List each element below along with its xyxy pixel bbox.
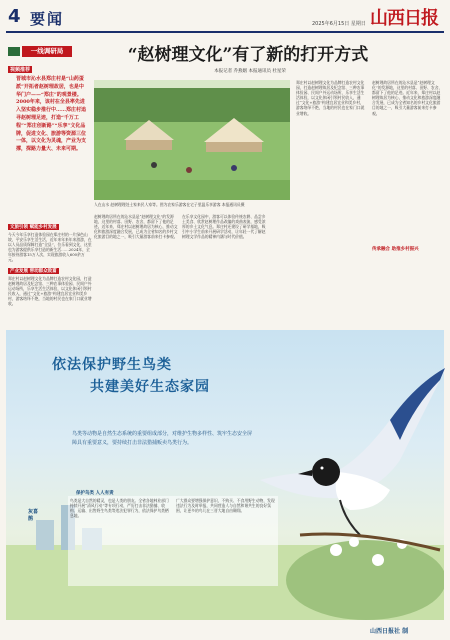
eco-body-2: 广大群众要增强保护意识，不购买、不食用野生动物，发现违法行为及时举报，共同营造人与自然和谐共生的良好氛围，让更多的鸟儿在三晋大地自由翱翔。: [176, 498, 275, 514]
feature-photo: [94, 80, 290, 200]
eco-author: 灰喜鹊: [28, 509, 39, 522]
issue-date: 2025年6月15日 星期日: [312, 21, 366, 27]
photo-caption: 人在山水 赵树理理处土家来民人家等。图为农家乐游客在宅子里温乐享游客 本报通讯员摄: [94, 202, 245, 207]
body-col-2: 赵树理故居所在的沁水县是“赵树理文化”的发源地，这里的村落、田野、农舍，都留下了他的足迹。近年来，郑庄村以赵树理故居为核心，推动文化和旅游深度融合发展，已成为全省知名的乡村文化旅游目的地之一，吸引大量游客前来打卡参观。: [94, 214, 178, 240]
section-title: 要闻: [30, 10, 65, 28]
eco-title-1: 依法保护野生鸟类: [52, 357, 172, 373]
subhead-2: 产业发展 带动群众致富: [10, 269, 57, 274]
body-col-1b: 郑庄村以赵树理文化为品牌打造农村文化园，打造赵树理故居及纪念馆、三种农事体验园、民间户外运动场所，乐享生活生活体验，以文化休闲引领村民收入，通过“文化+旅游”构建宜居宜业和美乡村，游客络绎不绝，当地的村民也在家门口就业增收。: [8, 276, 92, 307]
eco-body-1: 鸟类是大自然的精灵，也是人类的朋友。全省各地林业部门持续开展“清风行动”等专项行动，严厉打击非法猎捕、收购、运输、出售野生鸟类等违法犯罪行为，依法保护鸟类栖息地。: [70, 498, 169, 519]
byline: 本报记者 乔燕姻 本报通讯员 杜星荣: [214, 69, 286, 74]
page-number: 4: [8, 6, 21, 27]
section-tag: 视频推荐: [10, 67, 31, 73]
subhead-3: 传承融合 助推乡村振兴: [372, 247, 419, 252]
column-tag: 一线调研局: [22, 46, 72, 57]
headline: “赵树理文化”有了新的打开方式: [127, 45, 369, 65]
eco-subheading: 保护鸟类 人人有责: [76, 491, 114, 496]
poster-footer: 山西日报社 制: [370, 628, 409, 635]
body-col-4: 郑庄村以赵树理文化为品牌打造农村文化园，打造赵树理故居及纪念馆、三种农事体验园、民间户外运动场所，乐享生活生活体验，以文化休闲引领村民收入，通过“文化+旅游”构建宜居宜业和美乡村，游客络绎不绝，当地的村民也在家门口就业增收。: [296, 80, 365, 116]
body-col-1: 今天今年乐享打造体验园在郑庄村的一片绿色山坡，平安乐享生活生活，近年来年来年来游游，在以人员品质保障打造“全县”，位乐看到文化，这里也为游客提供乐享打造的新生活……2024年，全年接待游客15万人次，实现旅游收入600余万元。: [8, 232, 92, 263]
column-tag-icon: [8, 47, 20, 56]
eco-description: 鸟类等动物是自然生态系统的重要组成部分，对维护生物多样性、筑牢生态安全屏障具有重要意义，要持续打击非法猎捕贩卖鸟类行为。: [72, 431, 253, 446]
lead-paragraph: 晋城市沁水县郑庄村是“山药蛋派”开拓者赵树理故居，也是中华门户——“郑庄”的观景楼。2000年来，该村在全县率先进入坚实稳步推行中……郑庄村追寻赵树理足迹，打造“千万工程”“郑庄创新路”“乐享”文化品牌，促进文化、旅游等资源三位一体，以文化为灵魂，产业为支撑，探路力量大、未来可期。: [16, 76, 87, 153]
body-col-3: 在乐享文化园中，游客可以体验传统农耕、品尝乡土美食、欣赏赵树理作品改编的戏曲表演，感受浓厚的乡土文化气息。郑庄村还建设了研学基地，吸引中小学生前来开展研学活动，让年轻一代了解赵树理文学作品的精神内涵与时代价值。: [182, 214, 266, 240]
magpie-illustration: [240, 360, 450, 560]
body-col-5: 赵树理故居所在的沁水县是“赵树理文化”的发源地，这里的村落、田野、农舍，都留下了他的足迹。近年来，郑庄村以赵树理故居为核心，推动文化和旅游深度融合发展，已成为全省知名的乡村文化旅游目的地之一，吸引大量游客前来打卡参观。: [372, 80, 443, 116]
eco-title-2: 共建美好生态家园: [90, 379, 210, 395]
subhead-1: 文旅引领 赋能乡村发展: [10, 225, 57, 230]
newspaper-logo: 山西日报: [370, 8, 438, 29]
page-header: [0, 0, 450, 34]
header-rule: [6, 31, 444, 33]
